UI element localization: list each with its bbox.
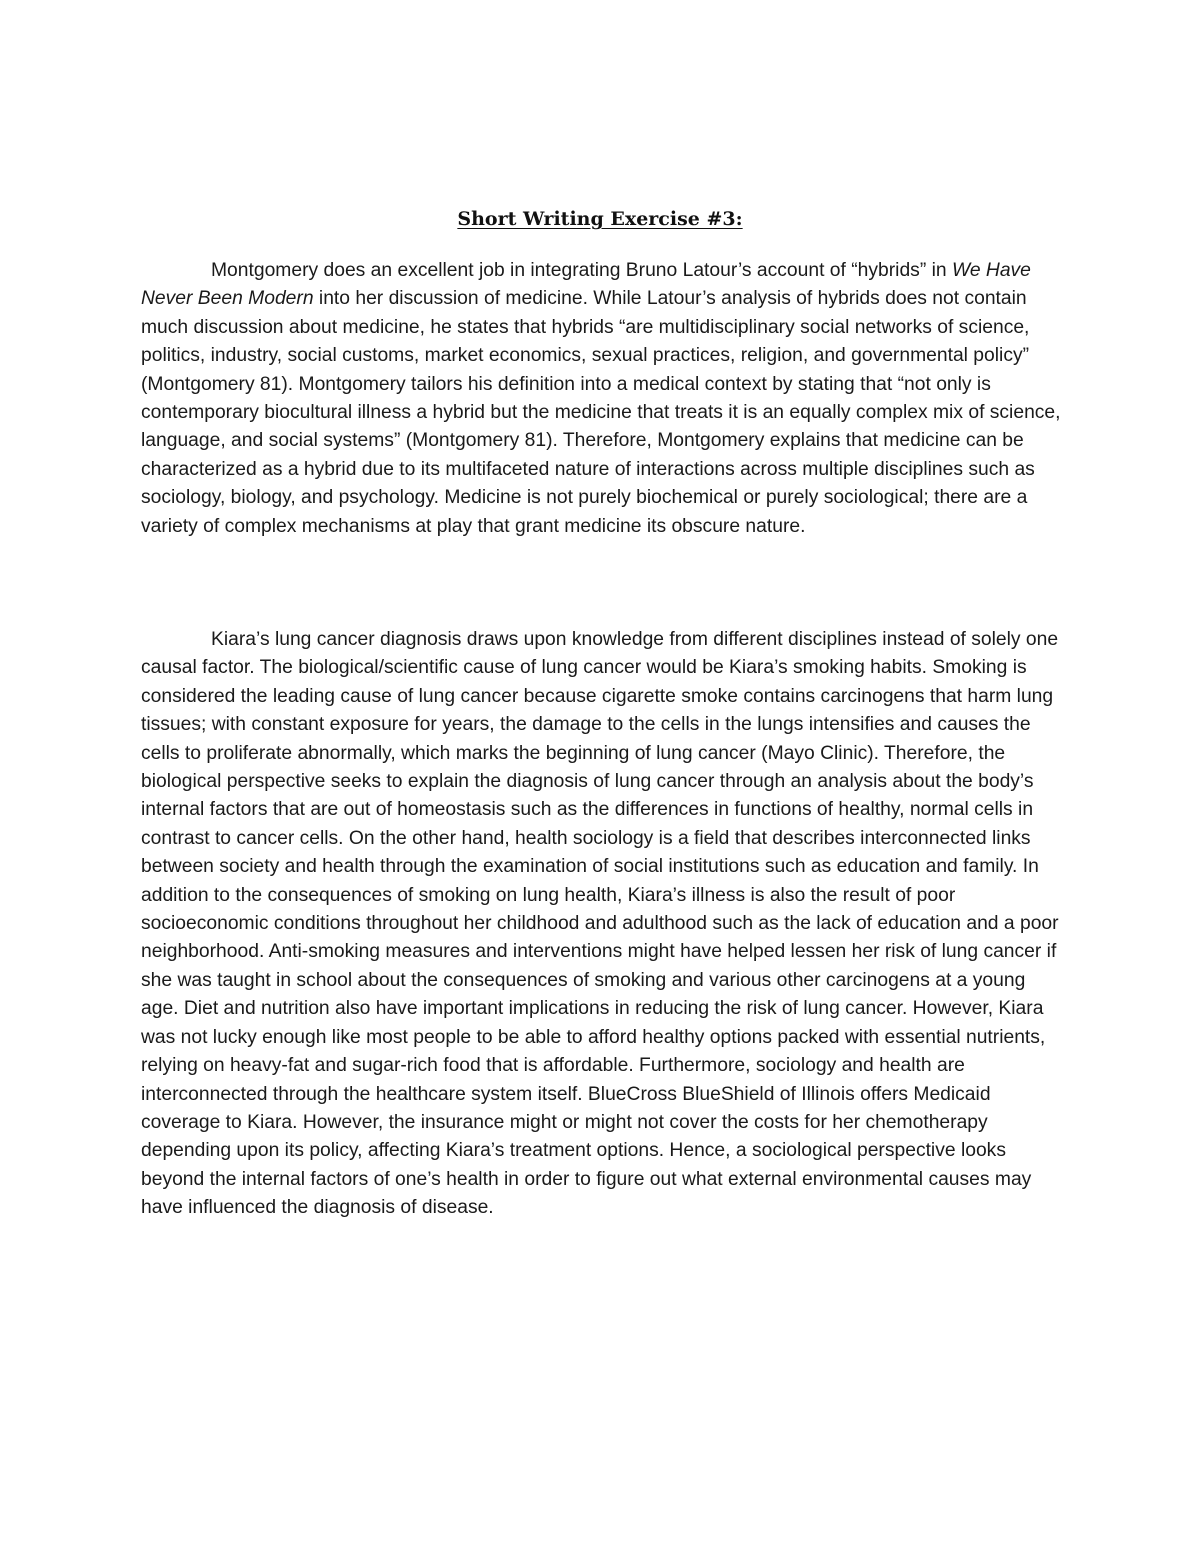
- paragraph-1: [141, 257, 1066, 541]
- paragraph-2: [141, 626, 1066, 1223]
- book-title-italic: We Have Never Been Modern: [141, 260, 1031, 310]
- document-title: Short Writing Exercise #3:: [457, 208, 743, 230]
- paragraph-1-text-b: into her discussion of medicine. While Latour’s analysis of hybrids does not contain much discussion about medicine, he states that hybrids “are multidisciplinary social networks of science, politics, industry, social customs, market economics, sexual practices, religion, and governmental policy” (Montgomery 81). Montgomery tailors his definition into a medical context by stating that “not only is contemporary biocultural illness a hybrid but the medicine that treats it is an equally complex mix of science, language, and social systems” (Montgomery 81). Therefore, Montgomery explains that medicine can be characterized as a hybrid due to its multifaceted nature of interactions across multiple disciplines such as sociology, biology, and psychology. Medicine is not purely biochemical or purely sociological; there are a variety of complex mechanisms at play that grant medicine its obscure nature.: [141, 288, 1061, 537]
- paragraph-1-text-a: Montgomery does an excellent job in integrating Bruno Latour’s account of “hybrids” in: [211, 260, 952, 281]
- paragraph-2-text: Kiara’s lung cancer diagnosis draws upon knowledge from different disciplines instead of solely one causal factor. The biological/scientific cause of lung cancer would be Kiara’s smoking habits. Smoking is considered the leading cause of lung cancer because cigarette smoke contains carcinogens that harm lung tissues; with constant exposure for years, the damage to the cells in the lungs intensifies and causes the cells to proliferate abnormally, which marks the beginning of lung cancer (Mayo Clinic). Therefore, the biological perspective seeks to explain the diagnosis of lung cancer through an analysis about the body’s internal factors that are out of homeostasis such as the differences in functions of healthy, normal cells in contrast to cancer cells. On the other hand, health sociology is a field that describes interconnected links between society and health through the examination of social institutions such as education and family. In addition to the consequences of smoking on lung health, Kiara’s illness is also the result of poor socioeconomic conditions throughout her childhood and adulthood such as the lack of education and a poor neighborhood. Anti-smoking measures and interventions might have helped lessen her risk of lung cancer if she was taught in school about the consequences of smoking and various other carcinogens at a young age. Diet and nutrition also have important implications in reducing the risk of lung cancer. However, Kiara was not lucky enough like most people to be able to afford healthy options packed with essential nutrients, relying on heavy-fat and sugar-rich food that is affordable. Furthermore, sociology and health are interconnected through the healthcare system itself. BlueCross BlueShield of Illinois offers Medicaid coverage to Kiara. However, the insurance might or might not cover the costs for her chemotherapy depending upon its policy, affecting Kiara’s treatment options. Hence, a sociological perspective looks beyond the internal factors of one’s health in order to figure out what external environmental causes may have influenced the diagnosis of disease.: [141, 629, 1059, 1219]
